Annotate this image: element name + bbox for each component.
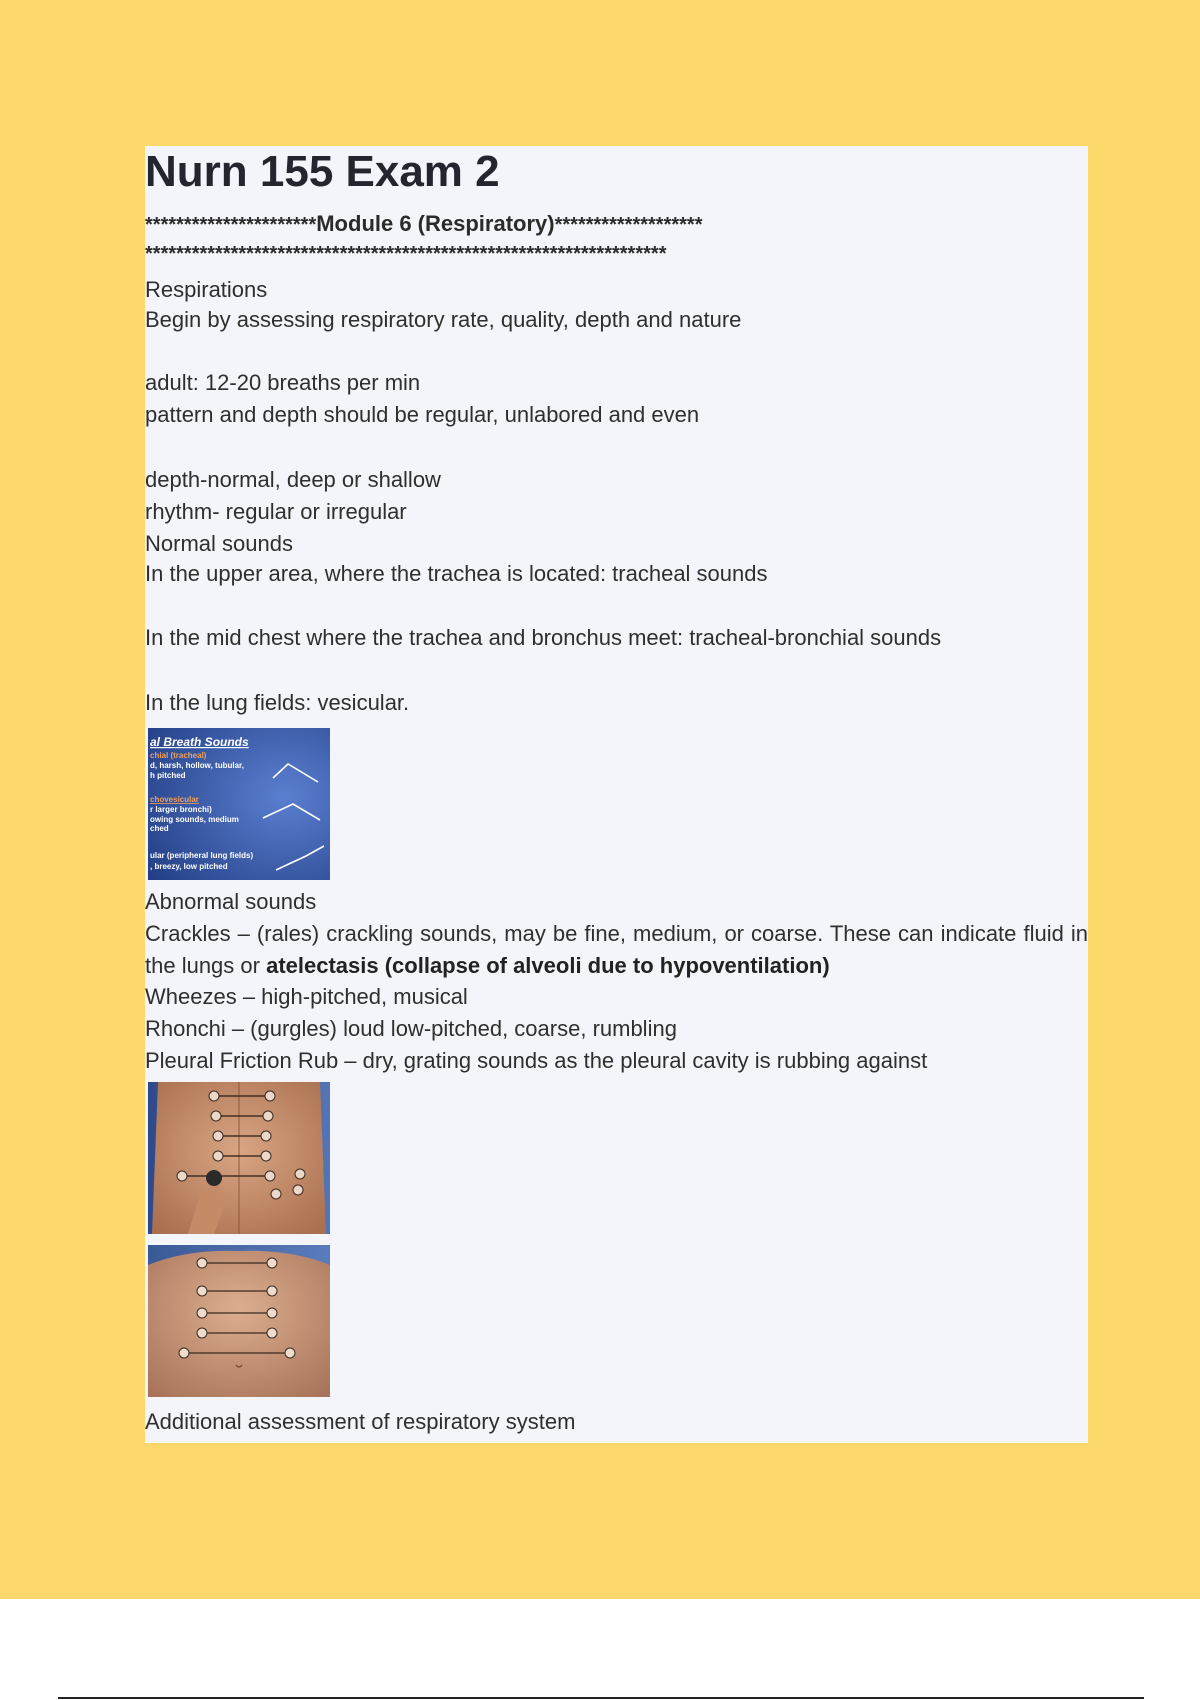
slide-heading: al Breath Sounds — [150, 735, 249, 749]
line-lung-fields: In the lung fields: vesicular. — [145, 690, 410, 715]
line-adult-rate: adult: 12-20 breaths per min — [145, 370, 421, 395]
back-auscultation-photo — [148, 1082, 330, 1234]
atelectasis-bold: atelectasis (collapse of alveoli due to hypoventilation) — [266, 953, 830, 978]
slide-row1-title: chial (tracheal) — [150, 751, 207, 760]
slide-row2-title: chovesicular — [150, 795, 199, 804]
slide-row2-line-c: ched — [150, 824, 169, 833]
footer-divider — [58, 1697, 1144, 1699]
crackles-text: Crackles – (rales) crackling sounds, may be fine, medium, or coarse. These can indicate fluid in the lungs or — [145, 921, 1088, 978]
line-mid-chest: In the mid chest where the trachea and bronchus meet: tracheal-bronchial sounds — [145, 625, 942, 650]
breath-sounds-slide-image — [148, 728, 330, 880]
line-pattern-depth: pattern and depth should be regular, unlabored and even — [145, 402, 700, 427]
module-suffix-stars: ******************* — [554, 214, 703, 236]
line-normal-sounds: Normal sounds — [145, 531, 293, 556]
slide-row2-line-b: owing sounds, medium — [150, 815, 239, 824]
star-divider: ******************************************************************* — [145, 243, 667, 265]
line-rhythm: rhythm- regular or irregular — [145, 499, 407, 524]
line-additional-assessment: Additional assessment of respiratory system — [145, 1409, 576, 1434]
line-upper-area: In the upper area, where the trachea is located: tracheal sounds — [145, 561, 768, 586]
slide-row1-line-a: d, harsh, hollow, tubular, — [150, 761, 244, 770]
line-abnormal-sounds: Abnormal sounds — [145, 889, 317, 914]
chest-auscultation-photo — [148, 1245, 330, 1397]
slide-row3-line-b: , breezy, low pitched — [150, 862, 228, 871]
document-title: Nurn 155 Exam 2 — [145, 147, 500, 196]
line-respirations: Respirations — [145, 277, 268, 302]
line-begin-assessing: Begin by assessing respiratory rate, quality, depth and nature — [145, 307, 742, 332]
slide-row2-line-a: r larger bronchi) — [150, 805, 212, 814]
document-page — [145, 146, 1088, 1443]
posterior-auscultation-image — [148, 1082, 330, 1234]
line-pleural-friction-rub: Pleural Friction Rub – dry, grating sounds as the pleural cavity is rubbing against — [145, 1048, 928, 1073]
anterior-auscultation-image — [148, 1245, 330, 1397]
module-prefix-stars: ********************** — [145, 214, 317, 236]
line-rhonchi: Rhonchi – (gurgles) loud low-pitched, coarse, rumbling — [145, 1016, 677, 1041]
slide-row1-line-b: h pitched — [150, 771, 186, 780]
module-heading — [145, 212, 703, 237]
module-label: Module 6 (Respiratory) — [316, 211, 555, 236]
breath-sounds-slide — [148, 728, 330, 880]
line-wheezes: Wheezes – high-pitched, musical — [145, 984, 468, 1009]
crackles-paragraph — [145, 918, 1088, 982]
slide-row3-line-a: ular (peripheral lung fields) — [150, 851, 254, 860]
line-depth: depth-normal, deep or shallow — [145, 467, 441, 492]
